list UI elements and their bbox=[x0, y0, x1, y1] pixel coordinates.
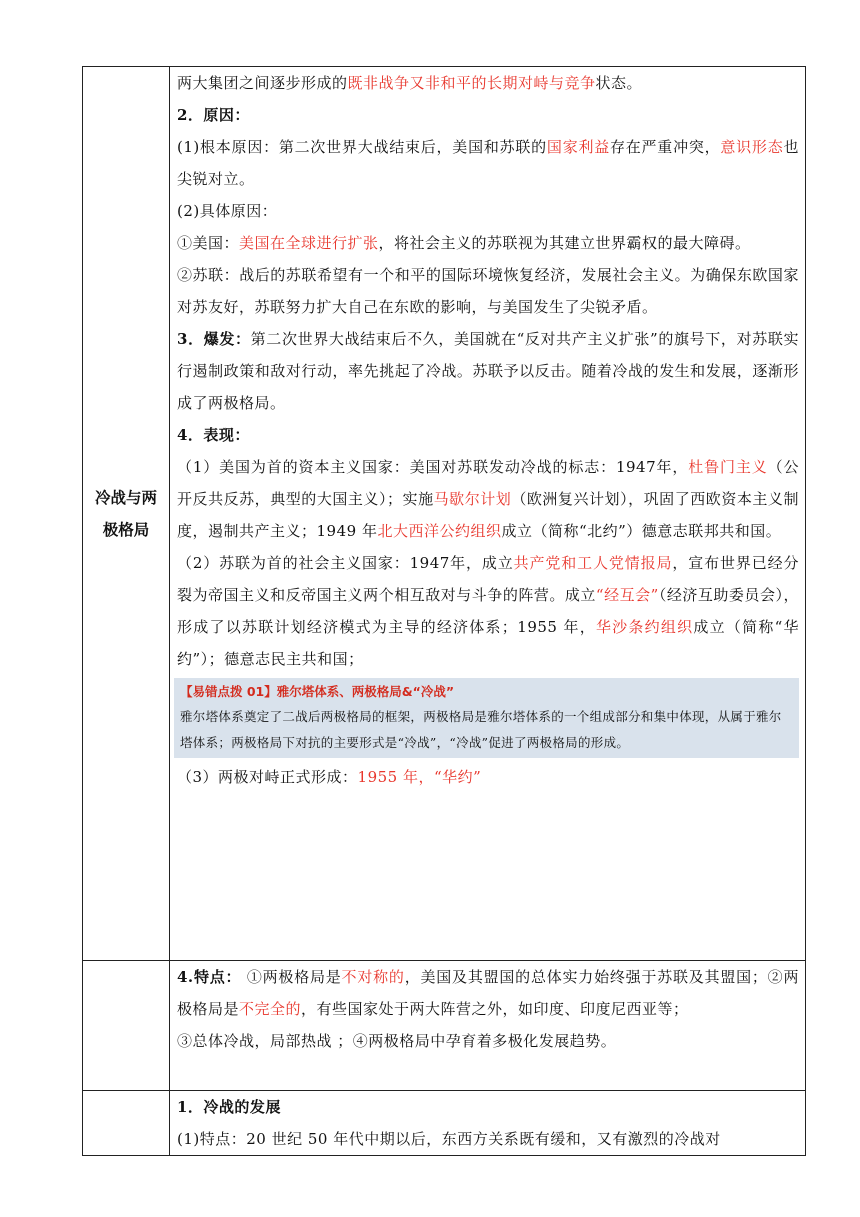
tip-title: 【易错点拨 01】雅尔塔体系、两极格局&“冷战” bbox=[180, 684, 455, 699]
section-heading-causes: 2．原因： bbox=[177, 106, 250, 124]
error-tip-box bbox=[174, 678, 799, 758]
row-content-cell bbox=[170, 1091, 806, 1156]
ussr-bloc: （2）苏联为首的社会主义国家：1947年，成立共产党和工人党情报局，宣布世界已经分裂为帝国主义和反帝国主义两个相互敌对与斗争的阵营。成立“经互会”（经济互助委员会），形成了以苏联计划经济模式为主导的经济体系；1955 年，华沙条约组织成立（简称“华约”）；德意志民主共和国； bbox=[177, 554, 799, 668]
keyword: 1955 年，“华约” bbox=[357, 768, 482, 786]
row-label-cell bbox=[83, 67, 170, 961]
keyword: 华沙条约组织 bbox=[595, 618, 694, 636]
keyword: 共产党和工人党情报局 bbox=[513, 554, 673, 572]
intro-line: 两大集团之间逐步形成的既非战争又非和平的长期对峙与竞争状态。 bbox=[177, 74, 643, 92]
root-cause: (1)根本原因：第二次世界大战结束后，美国和苏联的国家利益存在严重冲突，意识形态也尖锐对立。 bbox=[177, 138, 799, 188]
keyword: 国家利益 bbox=[546, 138, 610, 156]
row-label: 冷战与两极格局 bbox=[94, 488, 157, 539]
us-cause: ①美国：美国在全球进行扩张，将社会主义的苏联视为其建立世界霸权的最大障碍。 bbox=[177, 234, 751, 252]
section-heading-features: 4.特点： bbox=[177, 968, 242, 986]
keyword: 不完全的 bbox=[239, 1000, 302, 1018]
keyword: 杜鲁门主义 bbox=[688, 458, 768, 476]
features-text: 4.特点： ①两极格局是不对称的，美国及其盟国的总体实力始终强于苏联及其盟国；②两极格局是不完全的，有些国家处于两大阵营之外，如印度、印度尼西亚等； bbox=[177, 968, 799, 1018]
features-text-2: ③总体冷战，局部热战 ；④两极格局中孕育着多极化发展趋势。 bbox=[177, 1032, 617, 1050]
section-heading-development: 1．冷战的发展 bbox=[177, 1098, 281, 1116]
row-development bbox=[83, 1091, 806, 1156]
keyword: 不对称的 bbox=[341, 968, 405, 986]
keyword: 北大西洋公约组织 bbox=[377, 522, 502, 540]
keyword: 既非战争又非和平的长期对峙与竞争 bbox=[347, 74, 596, 92]
row-content-cell bbox=[170, 961, 806, 1091]
row-cold-war bbox=[83, 67, 806, 961]
us-bloc: （1）美国为首的资本主义国家：美国对苏联发动冷战的标志：1947年，杜鲁门主义（公开反共反苏，典型的大国主义）；实施马歇尔计划（欧洲复兴计划），巩固了西欧资本主义制度，遏制共产主义；1949 年北大西洋公约组织成立（简称“北约”）德意志联邦共和国。 bbox=[177, 458, 799, 540]
specific-cause-heading: (2)具体原因： bbox=[177, 202, 278, 220]
section-heading-manifestation: 4．表现： bbox=[177, 426, 250, 444]
keyword: 美国在全球进行扩张 bbox=[239, 234, 379, 252]
content-table bbox=[82, 66, 806, 1156]
section-heading-outbreak: 3．爆发： bbox=[177, 330, 251, 348]
development-text: (1)特点：20 世纪 50 年代中期以后，东西方关系既有缓和，又有激烈的冷战对 bbox=[177, 1130, 721, 1148]
row-content-cell bbox=[170, 67, 806, 961]
outbreak: 3．爆发：第二次世界大战结束后不久，美国就在“反对共产主义扩张”的旗号下，对苏联实行遏制政策和敌对行动，率先挑起了冷战。苏联予以反击。随着冷战的发生和发展，逐渐形成了两极格局。 bbox=[177, 330, 800, 412]
tip-body: 雅尔塔体系奠定了二战后两极格局的框架，两极格局是雅尔塔体系的一个组成部分和集中体现，从属于雅尔塔体系；两极格局下对抗的主要形式是“冷战”，“冷战”促进了两极格局的形成。 bbox=[180, 709, 782, 750]
row-features bbox=[83, 961, 806, 1091]
keyword: 意识形态 bbox=[720, 138, 784, 156]
row-label-cell-empty bbox=[83, 961, 170, 1091]
keyword: 马歇尔计划 bbox=[433, 490, 512, 508]
formation: （3）两极对峙正式形成：1955 年，“华约” bbox=[177, 768, 482, 786]
row-label-cell-empty bbox=[83, 1091, 170, 1156]
ussr-cause: ②苏联：战后的苏联希望有一个和平的国际环境恢复经济，发展社会主义。为确保东欧国家对苏友好，苏联努力扩大自己在东欧的影响，与美国发生了尖锐矛盾。 bbox=[177, 266, 799, 316]
keyword: “经互会” bbox=[595, 586, 659, 604]
